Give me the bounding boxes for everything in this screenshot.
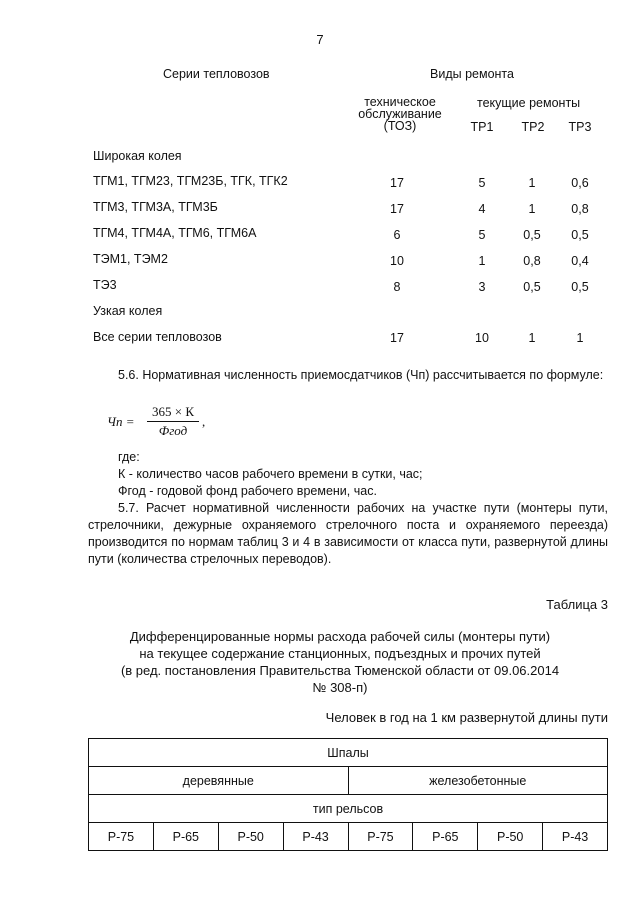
row-tr1: 4: [478, 202, 486, 216]
table3-title-line4: № 308-п): [312, 680, 368, 695]
norms-table: [88, 738, 608, 851]
rail-type-header: тип рельсов: [89, 795, 608, 823]
row-tr3: 0,4: [571, 254, 589, 268]
row-tr2: 0,8: [523, 254, 541, 268]
table3-title-line3: (в ред. постановления Правительства Тюменской области от 09.06.2014: [120, 663, 560, 678]
row-tr2: 0,5: [523, 228, 541, 242]
row-to: 8: [393, 280, 401, 294]
header-to-line3: (ТОЗ): [383, 119, 417, 133]
rail-cell: Р-43: [283, 823, 348, 851]
row-tr2: 1: [528, 202, 536, 216]
table3-title: [40, 628, 640, 696]
header-to: [340, 96, 460, 132]
rail-cell: Р-65: [153, 823, 218, 851]
row-tr1: 5: [478, 176, 486, 190]
rail-cell: Р-50: [478, 823, 543, 851]
fraction-bar: [147, 421, 199, 422]
narrow-row-tr1: 10: [475, 331, 489, 345]
section-wide: Широкая колея: [93, 149, 182, 163]
row-to: 6: [393, 228, 401, 242]
row-name: ТЭ3: [93, 278, 117, 292]
rail-cell: Р-75: [348, 823, 413, 851]
row-tr3: 0,5: [571, 280, 589, 294]
wooden-header: деревянные: [89, 767, 349, 795]
col-tr1: ТР1: [470, 120, 494, 134]
table3-title-line2: на текущее содержание станционных, подъездных и прочих путей: [139, 646, 541, 661]
rail-cell: Р-50: [218, 823, 283, 851]
where-label: где:: [118, 450, 140, 464]
formula-suffix: ,: [202, 414, 206, 429]
table3-title-line1: Дифференцированные нормы расхода рабочей силы (монтеры пути): [129, 629, 551, 644]
def-f: Фгод - годовой фонд рабочего времени, час.: [118, 484, 377, 498]
col-tr3: ТР3: [568, 120, 592, 134]
table3-label: Таблица 3: [546, 597, 608, 612]
formula-numerator: 365 × К: [151, 404, 194, 419]
para-5-6: 5.6. Нормативная численность приемосдатчиков (Чп) рассчитывается по формуле:: [118, 368, 604, 382]
row-tr2: 1: [528, 176, 536, 190]
row-tr3: 0,5: [571, 228, 589, 242]
narrow-row-tr3: 1: [576, 331, 584, 345]
row-tr1: 3: [478, 280, 486, 294]
section-narrow: Узкая колея: [93, 304, 163, 318]
row-to: 17: [390, 202, 404, 216]
row-name: ТЭМ1, ТЭМ2: [93, 252, 168, 266]
def-k: К - количество часов рабочего времени в сутки, час;: [118, 467, 423, 481]
row-tr3: 0,6: [571, 176, 589, 190]
col-tr2: ТР2: [521, 120, 545, 134]
formula-denominator: Фгод: [158, 423, 188, 438]
header-current: текущие ремонты: [477, 96, 581, 110]
narrow-row-tr2: 1: [528, 331, 536, 345]
row-tr1: 5: [478, 228, 486, 242]
narrow-row-name: Все серии тепловозов: [93, 330, 222, 344]
rail-cell: Р-43: [543, 823, 608, 851]
row-to: 10: [390, 254, 404, 268]
row-name: ТГМ3, ТГМ3А, ТГМ3Б: [93, 200, 218, 214]
row-to: 17: [390, 176, 404, 190]
header-to-line2: обслуживание: [358, 107, 442, 121]
units-label: Человек в год на 1 км развернутой длины пути: [325, 710, 608, 725]
row-name: ТГМ1, ТГМ23, ТГМ23Б, ТГК, ТГК2: [93, 174, 288, 188]
narrow-row-to: 17: [390, 331, 404, 345]
row-name: ТГМ4, ТГМ4А, ТГМ6, ТГМ6А: [93, 226, 257, 240]
rail-cell: Р-65: [413, 823, 478, 851]
header-to-line1: техническое: [364, 95, 436, 109]
row-tr2: 0,5: [523, 280, 541, 294]
header-kinds: Виды ремонта: [430, 67, 514, 81]
rail-cell: Р-75: [89, 823, 154, 851]
row-tr3: 0,8: [571, 202, 589, 216]
page-number: 7: [316, 32, 324, 47]
row-tr1: 1: [478, 254, 486, 268]
formula-lhs: Чп =: [107, 414, 135, 429]
concrete-header: железобетонные: [348, 767, 608, 795]
sleepers-header: Шпалы: [89, 739, 608, 767]
header-series: Серии тепловозов: [163, 67, 270, 81]
para-5-7: 5.7. Расчет нормативной численности рабочих на участке пути (монтеры пути, стрелочники, дежурные охраняемого стрелочного поста и охраняемого переезда) производится по нормам таблиц 3 и 4 в зависимости от класса пути, развернутой длины пути (количества стрелочных переводов).: [88, 501, 608, 566]
